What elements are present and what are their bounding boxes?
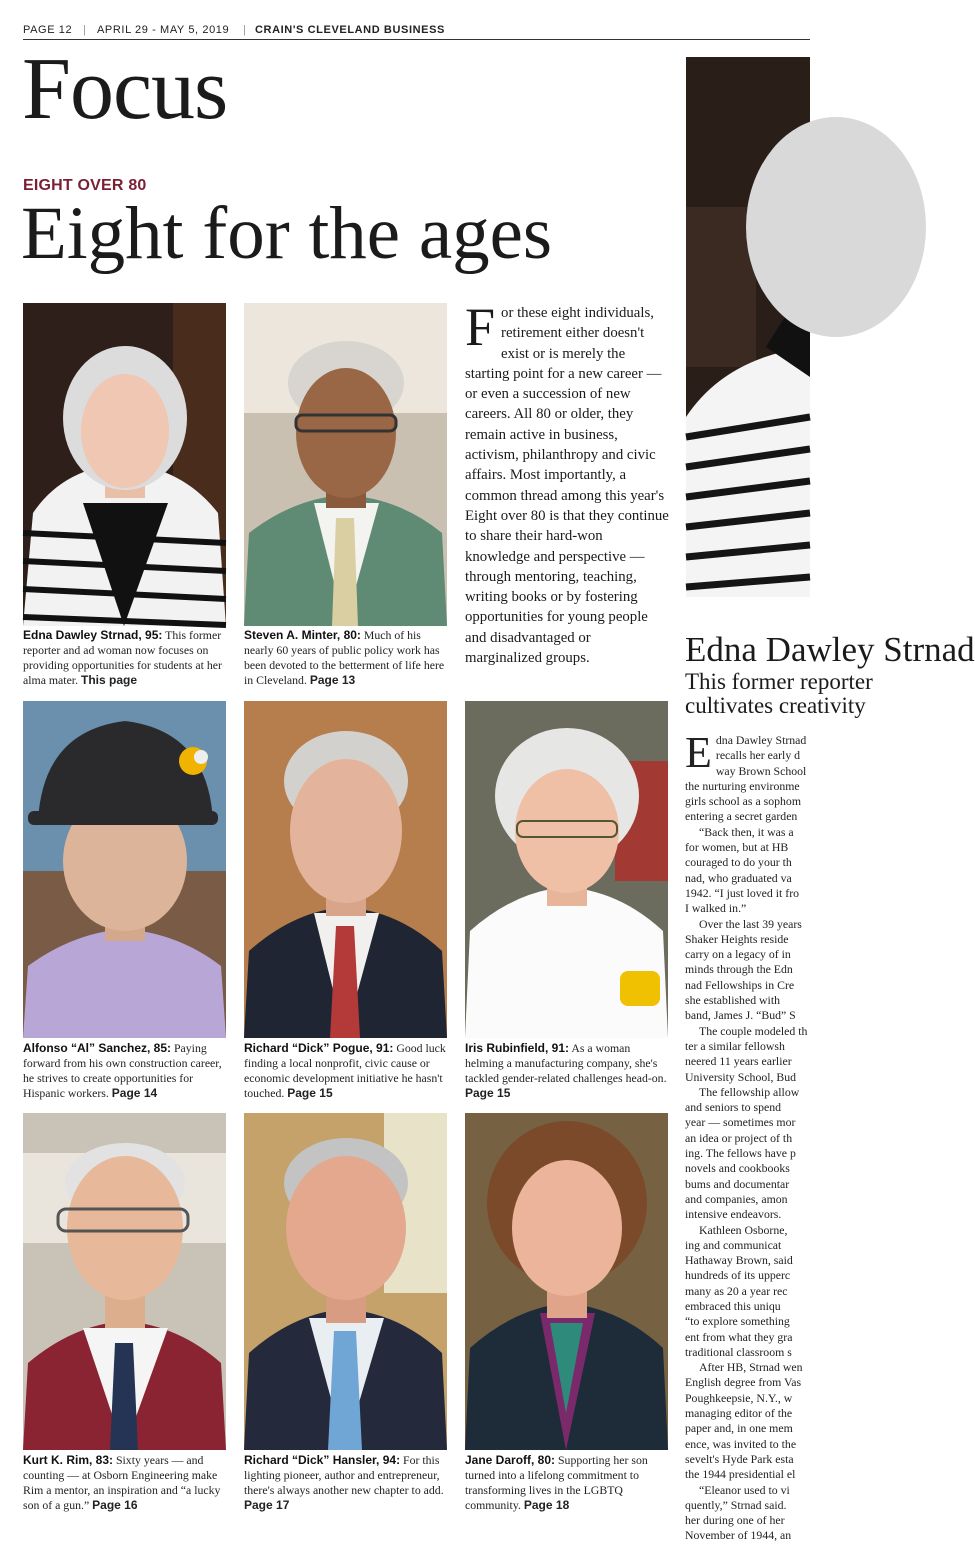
portrait-iris-rubinfield <box>465 701 668 1038</box>
caption-name: Steven A. Minter, 80: <box>244 628 361 642</box>
story-line: Over the last 39 years <box>699 916 802 931</box>
section-title: Focus <box>22 41 228 138</box>
story-line: Kathleen Osborne, <box>699 1222 788 1237</box>
story-line: neered 11 years earlier <box>685 1054 792 1069</box>
issue-date: APRIL 29 - MAY 5, 2019 <box>97 24 230 36</box>
page-number: PAGE 12 <box>23 24 73 36</box>
story-line: nad Fellowships in Cre <box>685 977 795 992</box>
story-line: ent from what they gra <box>685 1329 793 1344</box>
caption-edna-strnad <box>23 628 228 688</box>
story-line: girls school as a sophom <box>685 794 801 809</box>
story-line: managing editor of the <box>685 1406 793 1421</box>
caption-alfonso-sanchez <box>23 1041 228 1101</box>
story-line: sevelt's Hyde Park esta <box>685 1451 794 1466</box>
page-header <box>23 23 810 40</box>
story-line: carry on a legacy of in <box>685 947 791 962</box>
story-line: dna Dawley Strnad <box>715 733 807 747</box>
caption-text: Supporting her son turned into a lifelong commitment to transforming lives in the LGBTQ community. <box>465 1453 648 1512</box>
caption-iris-rubinfield <box>465 1041 670 1101</box>
story-line: and companies, amon <box>685 1191 788 1206</box>
story-line: she established with <box>685 993 781 1008</box>
caption-name: Kurt K. Rim, 83: <box>23 1453 114 1467</box>
caption-jane-daroff <box>465 1453 670 1513</box>
intro-paragraph <box>465 297 670 668</box>
portrait-richard-hansler <box>244 1113 447 1450</box>
story-line: and seniors to spend <box>685 1100 781 1115</box>
caption-text: For this lighting pioneer, author and entrepreneur, there's always another new chapter to add. <box>244 1453 444 1497</box>
story-line: band, James J. “Bud” S <box>685 1008 796 1023</box>
story-line: traditional classroom s <box>685 1344 792 1359</box>
story-drop-cap: E <box>685 728 712 777</box>
caption-kurt-rim <box>23 1453 228 1513</box>
story-line: “Back then, it was a <box>699 824 794 839</box>
story-line: The fellowship allow <box>699 1084 800 1099</box>
caption-name: Edna Dawley Strnad, 95: <box>23 628 163 642</box>
story-line: an idea or project of th <box>685 1130 793 1145</box>
story-line: her during one of her <box>685 1513 785 1528</box>
story-line: novels and cookbooks <box>685 1161 790 1176</box>
page-reference[interactable]: Page 17 <box>244 1498 290 1512</box>
story-line: quently,” Strnad said. <box>685 1497 787 1512</box>
caption-name: Richard “Dick” Pogue, 91: <box>244 1041 394 1055</box>
story-line: for women, but at HB <box>685 840 789 855</box>
caption-richard-pogue <box>244 1041 449 1101</box>
caption-text: As a woman helming a manufacturing company, she's tackled gender-related challenges head-on. <box>465 1041 667 1085</box>
page-reference[interactable]: Page 18 <box>523 1498 570 1512</box>
story-photo-edna-strnad <box>686 57 810 597</box>
story-text <box>685 728 810 1544</box>
caption-text: Good luck finding a local nonprofit, civic cause or economic development initiative he hasn't touched. <box>244 1041 446 1100</box>
intro-text: or these eight individuals, retirement either doesn't exist or is merely the starting point for a new career — or even a succession of new careers. All 80 or older, they remain active in business, activism, philanthropy and civic affairs. Most importantly, a common thread among this year's Eight over 80 is that they continue to share their hard-won knowledge and perspective — through mentoring, teaching, writing books or by fostering opportunities for young people and disadvantaged or marginalized groups. <box>465 305 669 667</box>
story-line: nad, who graduated va <box>685 870 792 885</box>
story-line: “Eleanor used to vi <box>699 1482 790 1497</box>
story-line: bums and documentar <box>685 1176 790 1191</box>
story-deck-line: cultivates creativity <box>685 693 866 718</box>
portrait-kurt-rim <box>23 1113 226 1450</box>
story-line: year — sometimes mor <box>685 1115 796 1130</box>
portrait-richard-pogue <box>244 701 447 1038</box>
story-line: November of 1944, an <box>685 1528 792 1543</box>
story-line: paper and, in one mem <box>685 1421 793 1436</box>
story-line: minds through the Edn <box>685 962 793 977</box>
story-line: University School, Bud <box>685 1069 797 1084</box>
caption-text: Much of his nearly 60 years of public policy work has been devoted to the betterment of life here in Cleveland. <box>244 628 445 687</box>
story-line: After HB, Strnad wen <box>699 1360 803 1375</box>
page-reference[interactable]: Page 14 <box>111 1086 158 1100</box>
page-reference[interactable]: This page <box>80 673 137 687</box>
story-line: “to explore something <box>685 1314 790 1329</box>
story-line: Poughkeepsie, N.Y., w <box>685 1390 793 1405</box>
story-line: ence, was invited to the <box>685 1436 797 1451</box>
story-line: couraged to do your th <box>685 855 792 870</box>
kicker: EIGHT OVER 80 <box>23 177 147 194</box>
caption-name: Jane Daroff, 80: <box>465 1453 556 1467</box>
publication-name: CRAIN'S CLEVELAND BUSINESS <box>255 24 445 36</box>
page-reference[interactable]: Page 15 <box>465 1086 511 1100</box>
headline: Eight for the ages <box>21 192 553 275</box>
caption-richard-hansler <box>244 1453 449 1513</box>
header-separator: | <box>243 24 247 36</box>
story-line: ing and communicat <box>685 1237 782 1252</box>
story-line: Hathaway Brown, said <box>685 1253 793 1268</box>
story-line: The couple modeled th <box>699 1023 808 1038</box>
caption-name: Alfonso “Al” Sanchez, 85: <box>23 1041 172 1055</box>
page-reference[interactable]: Page 16 <box>92 1498 138 1512</box>
portrait-steven-minter <box>244 303 447 626</box>
story-line: way Brown School <box>715 763 807 778</box>
story-deck <box>685 669 873 718</box>
caption-text: Paying forward from his own construction career, he strives to create opportunities for Hispanic workers. <box>23 1041 222 1100</box>
page-reference[interactable]: Page 13 <box>309 673 356 687</box>
story-body <box>685 728 810 1543</box>
drop-cap: F <box>465 297 496 357</box>
story-line: recalls her early d <box>715 748 801 763</box>
page-reference[interactable]: Page 15 <box>287 1086 333 1100</box>
story-deck-line: This former reporter <box>685 669 873 694</box>
story-line: ing. The fellows have p <box>685 1146 796 1161</box>
story-line: intensive endeavors. <box>685 1207 782 1222</box>
portrait-jane-daroff <box>465 1113 668 1450</box>
portrait-alfonso-sanchez <box>23 701 226 1038</box>
story-line: I walked in.” <box>685 901 747 916</box>
story-line: the 1944 presidential el <box>685 1467 796 1482</box>
caption-text: Sixty years — and counting — at Osborn Engineering make Rim a mentor, an inspiration and “a lucky son of a gun.” <box>23 1453 221 1512</box>
story-line: English degree from Vas <box>685 1375 802 1390</box>
header-separator: | <box>83 24 87 36</box>
story-line: hundreds of its upperc <box>685 1268 791 1283</box>
story-line: Shaker Heights reside <box>685 931 789 946</box>
portrait-edna-strnad <box>23 303 226 626</box>
caption-text: This former reporter and ad woman now focuses on providing opportunities for students at her alma mater. <box>23 628 222 687</box>
caption-name: Iris Rubinfield, 91: <box>465 1041 570 1055</box>
story-line: many as 20 a year rec <box>685 1283 788 1298</box>
story-title: Edna Dawley Strnad <box>685 630 975 669</box>
story-line: ter a similar fellowsh <box>685 1038 785 1053</box>
caption-steven-minter <box>244 628 449 688</box>
story-line: the nurturing environme <box>685 778 800 793</box>
caption-name: Richard “Dick” Hansler, 94: <box>244 1453 401 1467</box>
story-line: entering a secret garden <box>685 809 798 824</box>
story-line: embraced this uniqu <box>685 1298 781 1313</box>
story-line: 1942. “I just loved it fro <box>685 885 800 900</box>
